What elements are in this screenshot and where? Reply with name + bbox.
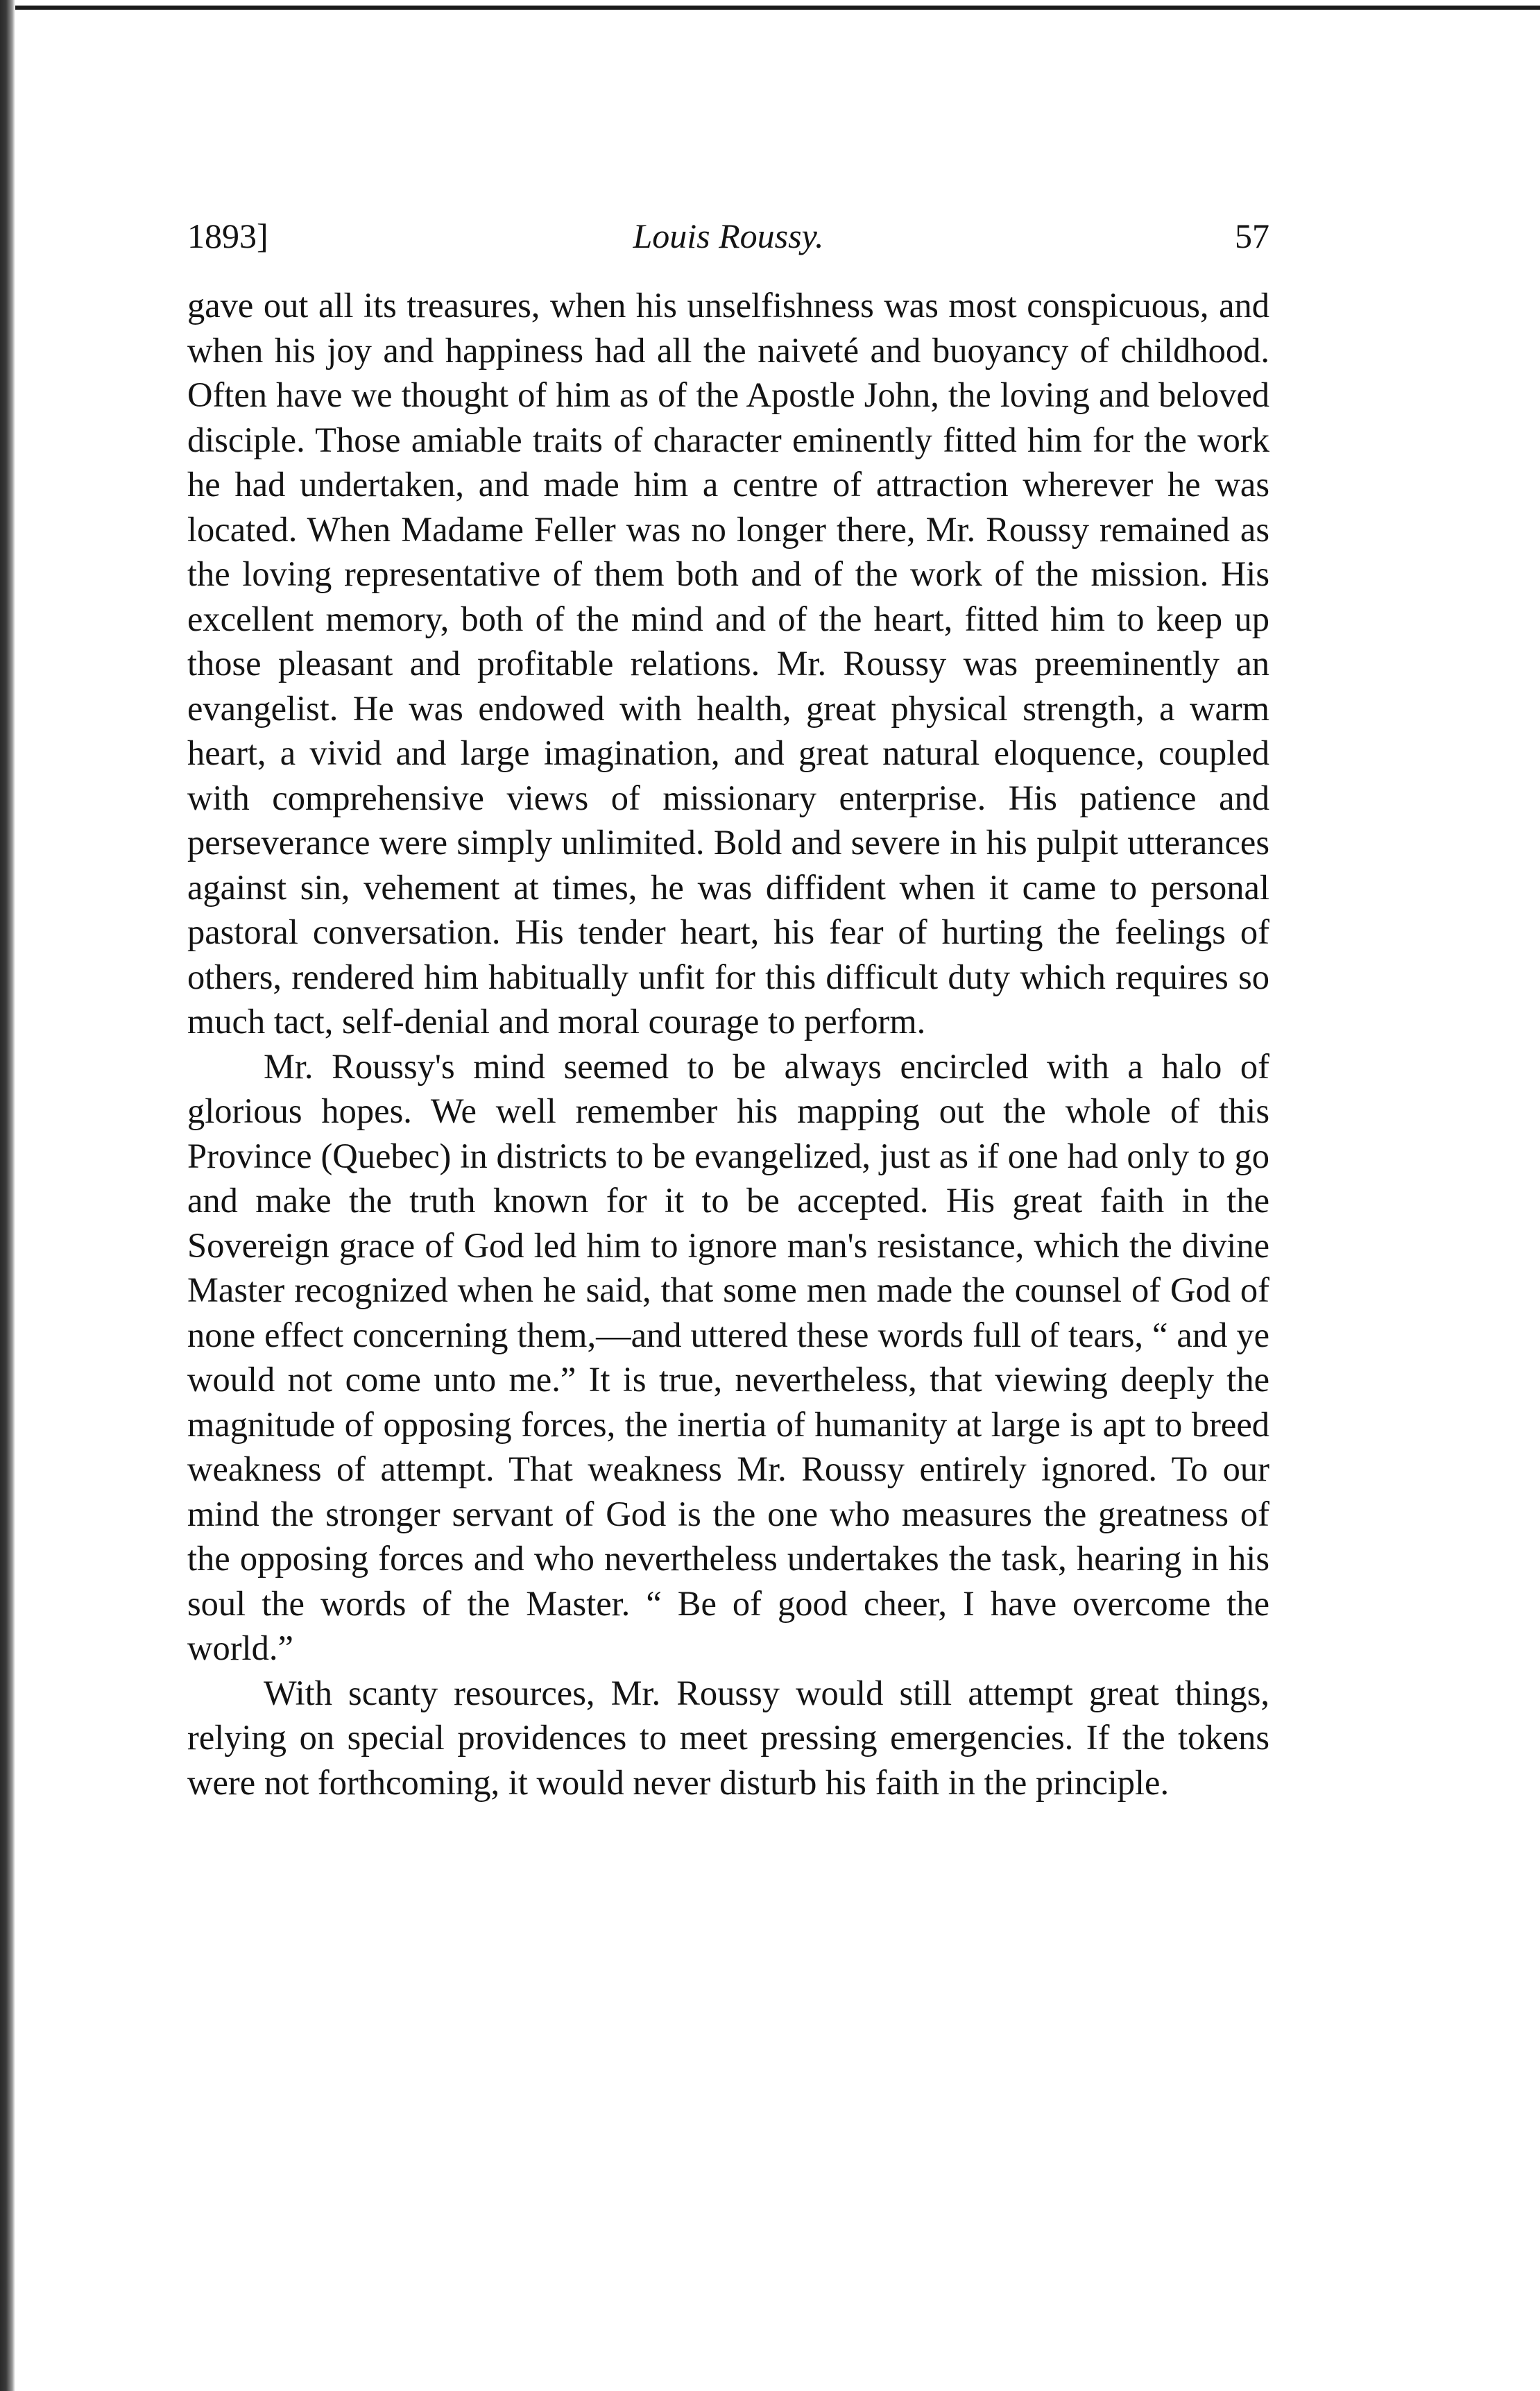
running-head-title: Louis Roussy. [633, 216, 824, 255]
paragraph-roussy-mind: Mr. Roussy's mind seemed to be always encircled with a halo of glorious hopes. We well remember his mapping out the whole of this Province (Quebec) in districts to be evangelized, just as if one had only to go and make the truth known for it to be accepted. His great faith in the Sovereign grace of God led him to ignore man's resistance, which the divine Master recognized when he said, that some men made the counsel of God of none effect concerning them,—and uttered these words full of tears, “ and ye would not come unto me.” It is true, nevertheless, that viewing deeply the magnitude of opposing forces, the inertia of humanity at large is apt to breed weakness of attempt. That weakness Mr. Roussy entirely ignored. To our mind the stronger servant of God is the one who measures the greatness of the opposing forces and who nevertheless undertakes the task, hearing in his soul the words of the Master. “ Be of good cheer, I have overcome the world.” [187, 1046, 1269, 1667]
running-head [187, 208, 1269, 264]
paragraph-scanty-resources: With scanty resources, Mr. Roussy would still attempt great things, relying on special providences to meet pressing emergencies. If the tokens were not forthcoming, it would never disturb his faith in the principle. [187, 1673, 1269, 1802]
page-binding-edge [0, 0, 15, 2391]
top-border-rule [0, 6, 1540, 10]
book-page [187, 208, 1269, 1805]
body-text [187, 283, 1269, 1805]
paragraph-continuation: gave out all its treasures, when his unselfishness was most conspicuous, and when his joy and happiness had all the naiveté and buoyancy of childhood. Often have we thought of him as of the Apostle John, the loving and beloved disciple. Those amiable traits of character eminently fitted him for the work he had undertaken, and made him a centre of attraction wherever he was located. When Madame Feller was no longer there, Mr. Roussy remained as the loving representative of them both and of the work of the mission. His excellent memory, both of the mind and of the heart, fitted him to keep up those pleasant and profitable relations. Mr. Roussy was preeminently an evangelist. He was endowed with health, great physical strength, a warm heart, a vivid and large imagination, and great natural eloquence, coupled with comprehensive views of missionary enterprise. His patience and perseverance were simply unlimited. Bold and severe in his pulpit utterances against sin, vehement at times, he was diffident when it came to personal pastoral conversation. His tender heart, his fear of hurting the feelings of others, rendered him habitually unfit for this difficult duty which requires so much tact, self-denial and moral courage to perform. [187, 286, 1269, 1041]
running-head-year: 1893] [187, 216, 268, 255]
page-number: 57 [1235, 216, 1269, 255]
